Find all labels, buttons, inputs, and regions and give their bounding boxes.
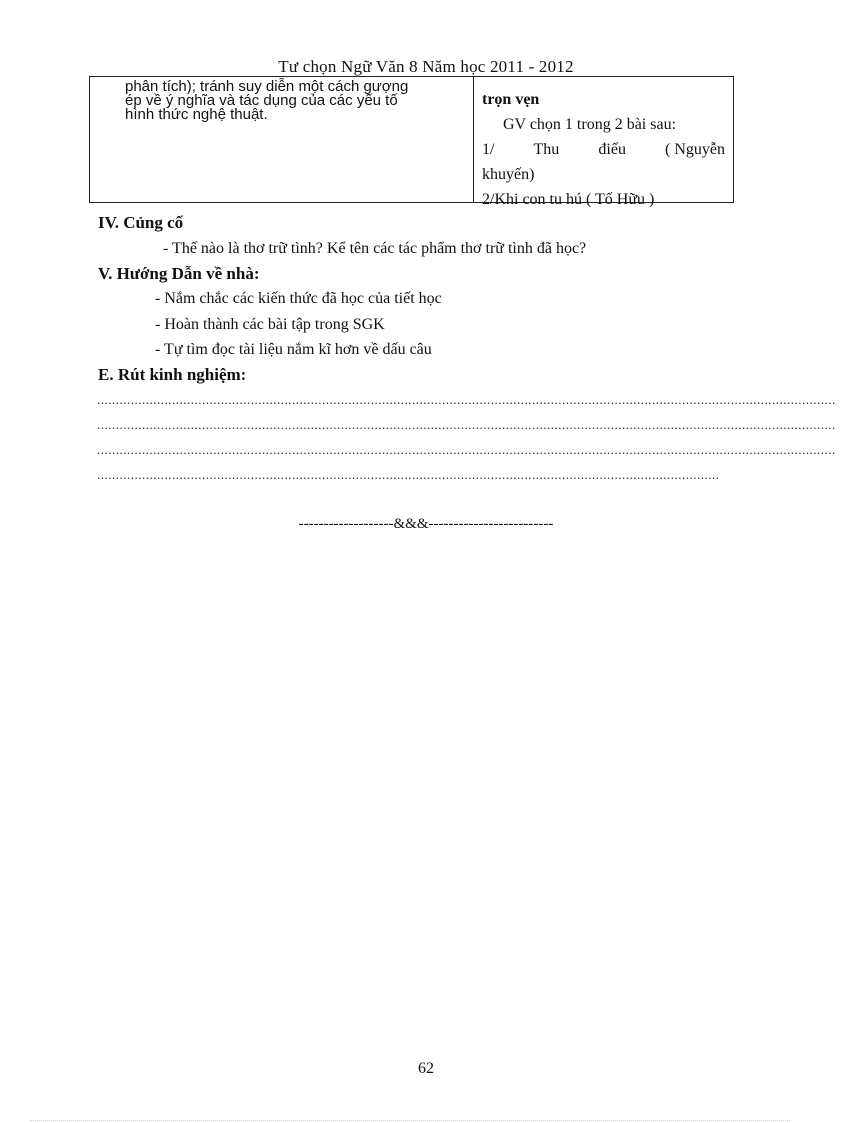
section-5-item: - Hoàn thành các bài tập trong SGK (155, 316, 385, 333)
section-separator: -------------------&&&------------------------- (298, 516, 554, 532)
right-line-poem-1 (482, 137, 725, 162)
dotted-line: ..................................................................................................................................................................................................... (97, 417, 836, 432)
dotted-line: ..................................................................................................................................................................................................... (97, 442, 836, 457)
poem-1-word-dieu: điếu (598, 141, 626, 158)
section-5-heading: V. Hướng Dẫn về nhà: (98, 264, 260, 283)
table-cell-right (474, 77, 733, 208)
section-e-heading: E. Rút kinh nghiệm: (98, 365, 247, 384)
right-line-gv-chon: GV chọn 1 trong 2 bài sau: (503, 116, 677, 133)
right-line-khuyen: khuyến) (482, 166, 535, 183)
section-4-heading: IV. Củng cố (98, 213, 184, 232)
dotted-line: ..................................................................................................................................................................................................... (97, 392, 836, 407)
section-4-item: - Thế nào là thơ trữ tình? Kể tên các tác phẩm thơ trữ tình đã học? (163, 240, 587, 257)
page-number: 62 (418, 1060, 434, 1077)
page-header: Tư chọn Ngữ Văn 8 Năm học 2011 - 2012 (278, 57, 574, 76)
poem-1-number: 1/ (482, 141, 495, 158)
section-5-item: - Nắm chắc các kiến thức đã học của tiết học (155, 290, 442, 307)
table-cell-left (90, 77, 474, 202)
dotted-line: ...................................................................................................................................................................... (97, 467, 720, 482)
left-line: hình thức nghệ thuật. (125, 106, 268, 123)
left-line: ép về ý nghĩa và tác dụng của các yếu tố (125, 92, 398, 109)
poem-1-word-thu: Thu (533, 141, 560, 158)
right-line-tron-ven: trọn vẹn (482, 91, 540, 108)
section-5-item: - Tự tìm đọc tài liệu nắm kĩ hơn về dấu câu (155, 341, 432, 358)
poem-1-author: ( Nguyễn (665, 141, 725, 158)
left-line: phân tích); tránh suy diễn một cách gượng (125, 78, 409, 95)
footer-divider (30, 1120, 790, 1121)
right-line-poem-2: 2/Khi con tu hú ( Tố Hữu ) (482, 191, 655, 208)
lesson-table (89, 76, 734, 208)
